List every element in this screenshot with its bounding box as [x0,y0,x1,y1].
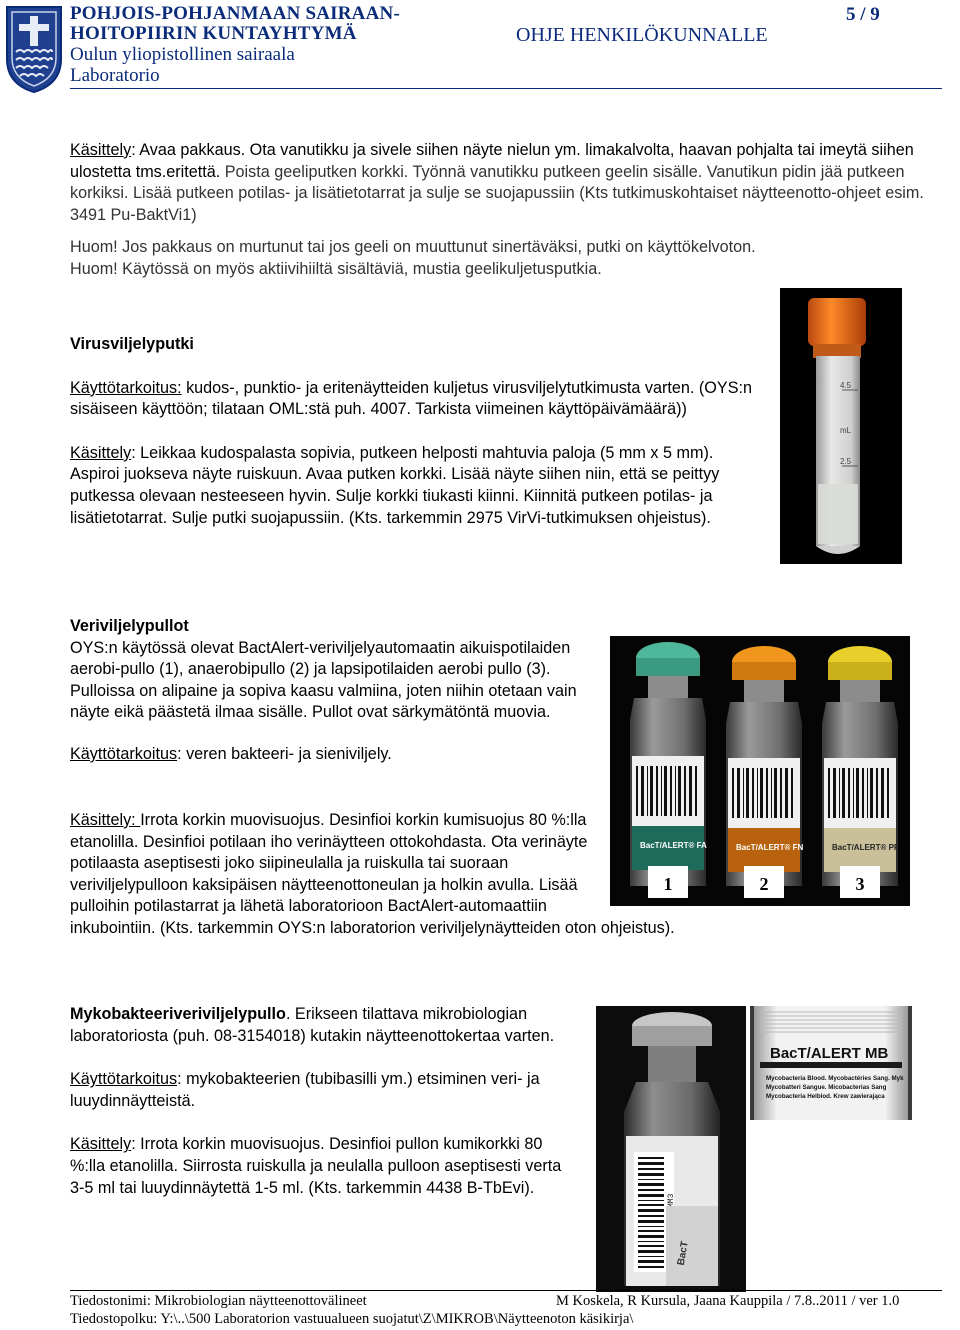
tube-mark-upper: 4.5 [840,381,852,390]
blood-heading: Veriviljelypullot [70,617,189,635]
intro-section [70,140,942,281]
blood-handling-label: Käsittely: [70,811,141,829]
virus-handling [70,443,760,529]
myco-label-closeup-photo [750,1006,912,1120]
myco-handling-label: Käsittely [70,1135,132,1154]
bottle-2-label: BacT/ALERT® FN [736,843,804,852]
myco-handling-text: : Irrota korkin muovisuojus. Desinfioi pullon kumikorkki 80 %:lla etanolilla. Siirrosta ruiskulla ja neulalla pulloon aseptisesti verta 3-5 ml tai luuydinnäytettä 1-5 ml. (Kts. tarkemmin 4438 B-TbEvi). [70,1135,562,1197]
bottle-number-1: 1 [663,874,673,894]
myco-section [70,1004,580,1199]
intro-text-3: Lisää putkeen potilas- ja lisätietotarrat ja sulje se suojapussiin (Kts tutkimuskohtaiset näytteenotto-ohjeet esim. 3491 Pu-BaktVi1) [70,184,924,224]
intro-text-1: : Avaa pakkaus. Ota vanutikku ja sivele siihen näyte nielun ym. limakalvolta, haavan pohjalta tai imeytä siihen ulostetta tms.eritettä. [70,141,914,181]
myco-bottle-photo [596,1006,746,1292]
virus-purpose [70,378,760,421]
document-title: OHJE HENKILÖKUNNALLE [516,24,768,46]
blood-purpose-label: Käyttötarkoitus [70,744,178,763]
myco-handling [70,1134,580,1199]
organisation-line-1: POHJOIS-POHJANMAAN SAIRAAN- [70,3,400,24]
bottle-1-label: BacT/ALERT® FA [640,841,707,850]
bottle-number-3: 3 [855,874,865,894]
virus-purpose-label: Käyttötarkoitus: [70,378,182,397]
intro-paragraph [70,140,942,226]
myco-heading-text: . Erikseen tilattava mikrobiologian laboratoriosta (puh. 08-3154018) kutakin näytteenottokertaa varten. [70,1005,555,1045]
blood-handling [70,810,690,940]
intro-note-2: Huom! Käytössä on myös aktiivihiiltä sisältäviä, mustia geelikuljetusputkia. [70,259,602,278]
page-number: 5 / 9 [846,4,880,25]
footer-file-path: Tiedostopolku: Y:\..\500 Laboratorion vastuualueen suojatut\Z\MIKROB\Näytteenoton käsikirja\ [70,1311,634,1327]
header-divider [70,88,942,89]
myco-label-fine-1: Mycobacteria Blood. Mycobactéries Sang. Myk [766,1075,904,1082]
bottle-number-2: 2 [759,874,769,894]
intro-handling-label: Käsittely [70,141,132,159]
bottle-1 [630,642,707,886]
blood-purpose [70,744,590,766]
myco-label-brand: BacT/ALERT MB [770,1045,889,1062]
organisation-name [70,4,400,44]
myco-label-fine-2: Mycobatteri Sangue. Micobacterias Sang [766,1084,887,1091]
intro-text-2: Poista geeliputken korkki. Työnnä vanutikku putkeen geelin sisälle. Vanutikun pidin jää putkeen korkiksi. [70,162,905,203]
blood-purpose-text: : veren bakteeri- ja sieniviljely. [177,744,392,763]
hospital-crest-logo [4,4,64,94]
virus-tube-photo [780,288,902,564]
bottle-3-label: BacT/ALERT® PF [832,843,899,852]
department-name: Laboratorio [70,65,160,86]
myco-heading: Mykobakteeriveriviljelypullo [70,1005,286,1023]
blood-section-upper [70,616,590,766]
myco-purpose [70,1069,580,1112]
myco-label-fine-3: Mycobacteria Helblod. Krew zawierająca [766,1093,885,1100]
myco-intro [70,1004,580,1047]
blood-intro: OYS:n käytössä olevat BactAlert-veriviljelyautomaatin aikuispotilaiden aerobi-pullo (1), anaerobipullo (2) ja lapsipotilaiden aerobi pullo (3). Pulloissa on alipaine ja sopiva kaasu valmiina, joten niihin otetaan vain näyte eikä päästetä ilmaa sisälle. Pullot ovat särkymätöntä muovia. [70,638,577,722]
virus-heading: Virusviljelyputki [70,335,194,353]
virus-handling-text: : Leikkaa kudospalasta sopivia, putkeen helposti mahtuvia paloja (5 mm x 5 mm). Aspiroi juokseva näyte ruiskuun. Avaa putken korkki. Lisää näyte siihen niin, että se peittyy putkessa olevaan nesteeseen hyvin. Sulje korkki tiukasti kiinni. Kiinnitä putkeen potilas- ja lisätietotarrat. Sulje putki suojapussiin. (Kts. tarkemmin 2975 VirVi-tutkimuksen ohjeistus). [70,443,720,527]
hospital-info [70,44,295,86]
myco-purpose-label: Käyttötarkoitus [70,1070,178,1089]
blood-bottles-photo [610,636,910,906]
footer-authors: M Koskela, R Kursula, Jaana Kauppila / 7.8..2011 / ver 1.0 [556,1293,900,1309]
tube-mark-lower: 2.5 [840,457,852,466]
virus-handling-label: Käsittely [70,443,132,462]
bottle-3 [822,646,899,886]
hospital-name: Oulun yliopistollinen sairaala [70,44,295,65]
myco-purpose-text: : mykobakteerien (tubibasilli ym.) etsiminen veri- ja luuydinnäytteistä. [70,1070,540,1110]
virus-purpose-text: kudos-, punktio- ja eritenäytteiden kuljetus virusviljelytutkimusta varten. (OYS:n sisäiseen käyttöön; tilataan OML:stä puh. 4007. Tarkista viimeinen käyttöpäivämäärä)) [70,378,752,419]
bottle-2 [726,646,803,886]
footer-file-name: Tiedostonimi: Mikrobiologian näytteenottovälineet [70,1293,367,1309]
organisation-line-2: HOITOPIIRIN KUNTAYHTYMÄ [70,23,357,44]
virus-section [70,334,760,529]
myco-bottle-label: BacT [675,1240,691,1267]
footer-divider [70,1290,942,1291]
blood-handling-text: Irrota korkin muovisuojus. Desinfioi korkin kumisuojus 80 %:lla etanolilla. Desinfioi potilaan iho verinäytteen ottokohdasta. Ota verinäyte potilaasta aseptisesti joko siipineulalla ja ruiskulla tai suoraan veriviljelypulloon kaksipäisen näytteenottoneulan ja holkin avulla. Lisää pulloihin potilastarrat ja lähetä laboratorioon BactAlert-automaattiin inkubointiin. (Kts. tarkemmin OYS:n laboratorion veriviljelynäytteiden oton ohjeistus). [70,811,675,937]
intro-note-1: Huom! Jos pakkaus on murtunut tai jos geeli on muuttunut sinertäväksi, putki on käyttökelvoton. [70,238,756,257]
tube-mark-unit: mL [840,426,852,435]
